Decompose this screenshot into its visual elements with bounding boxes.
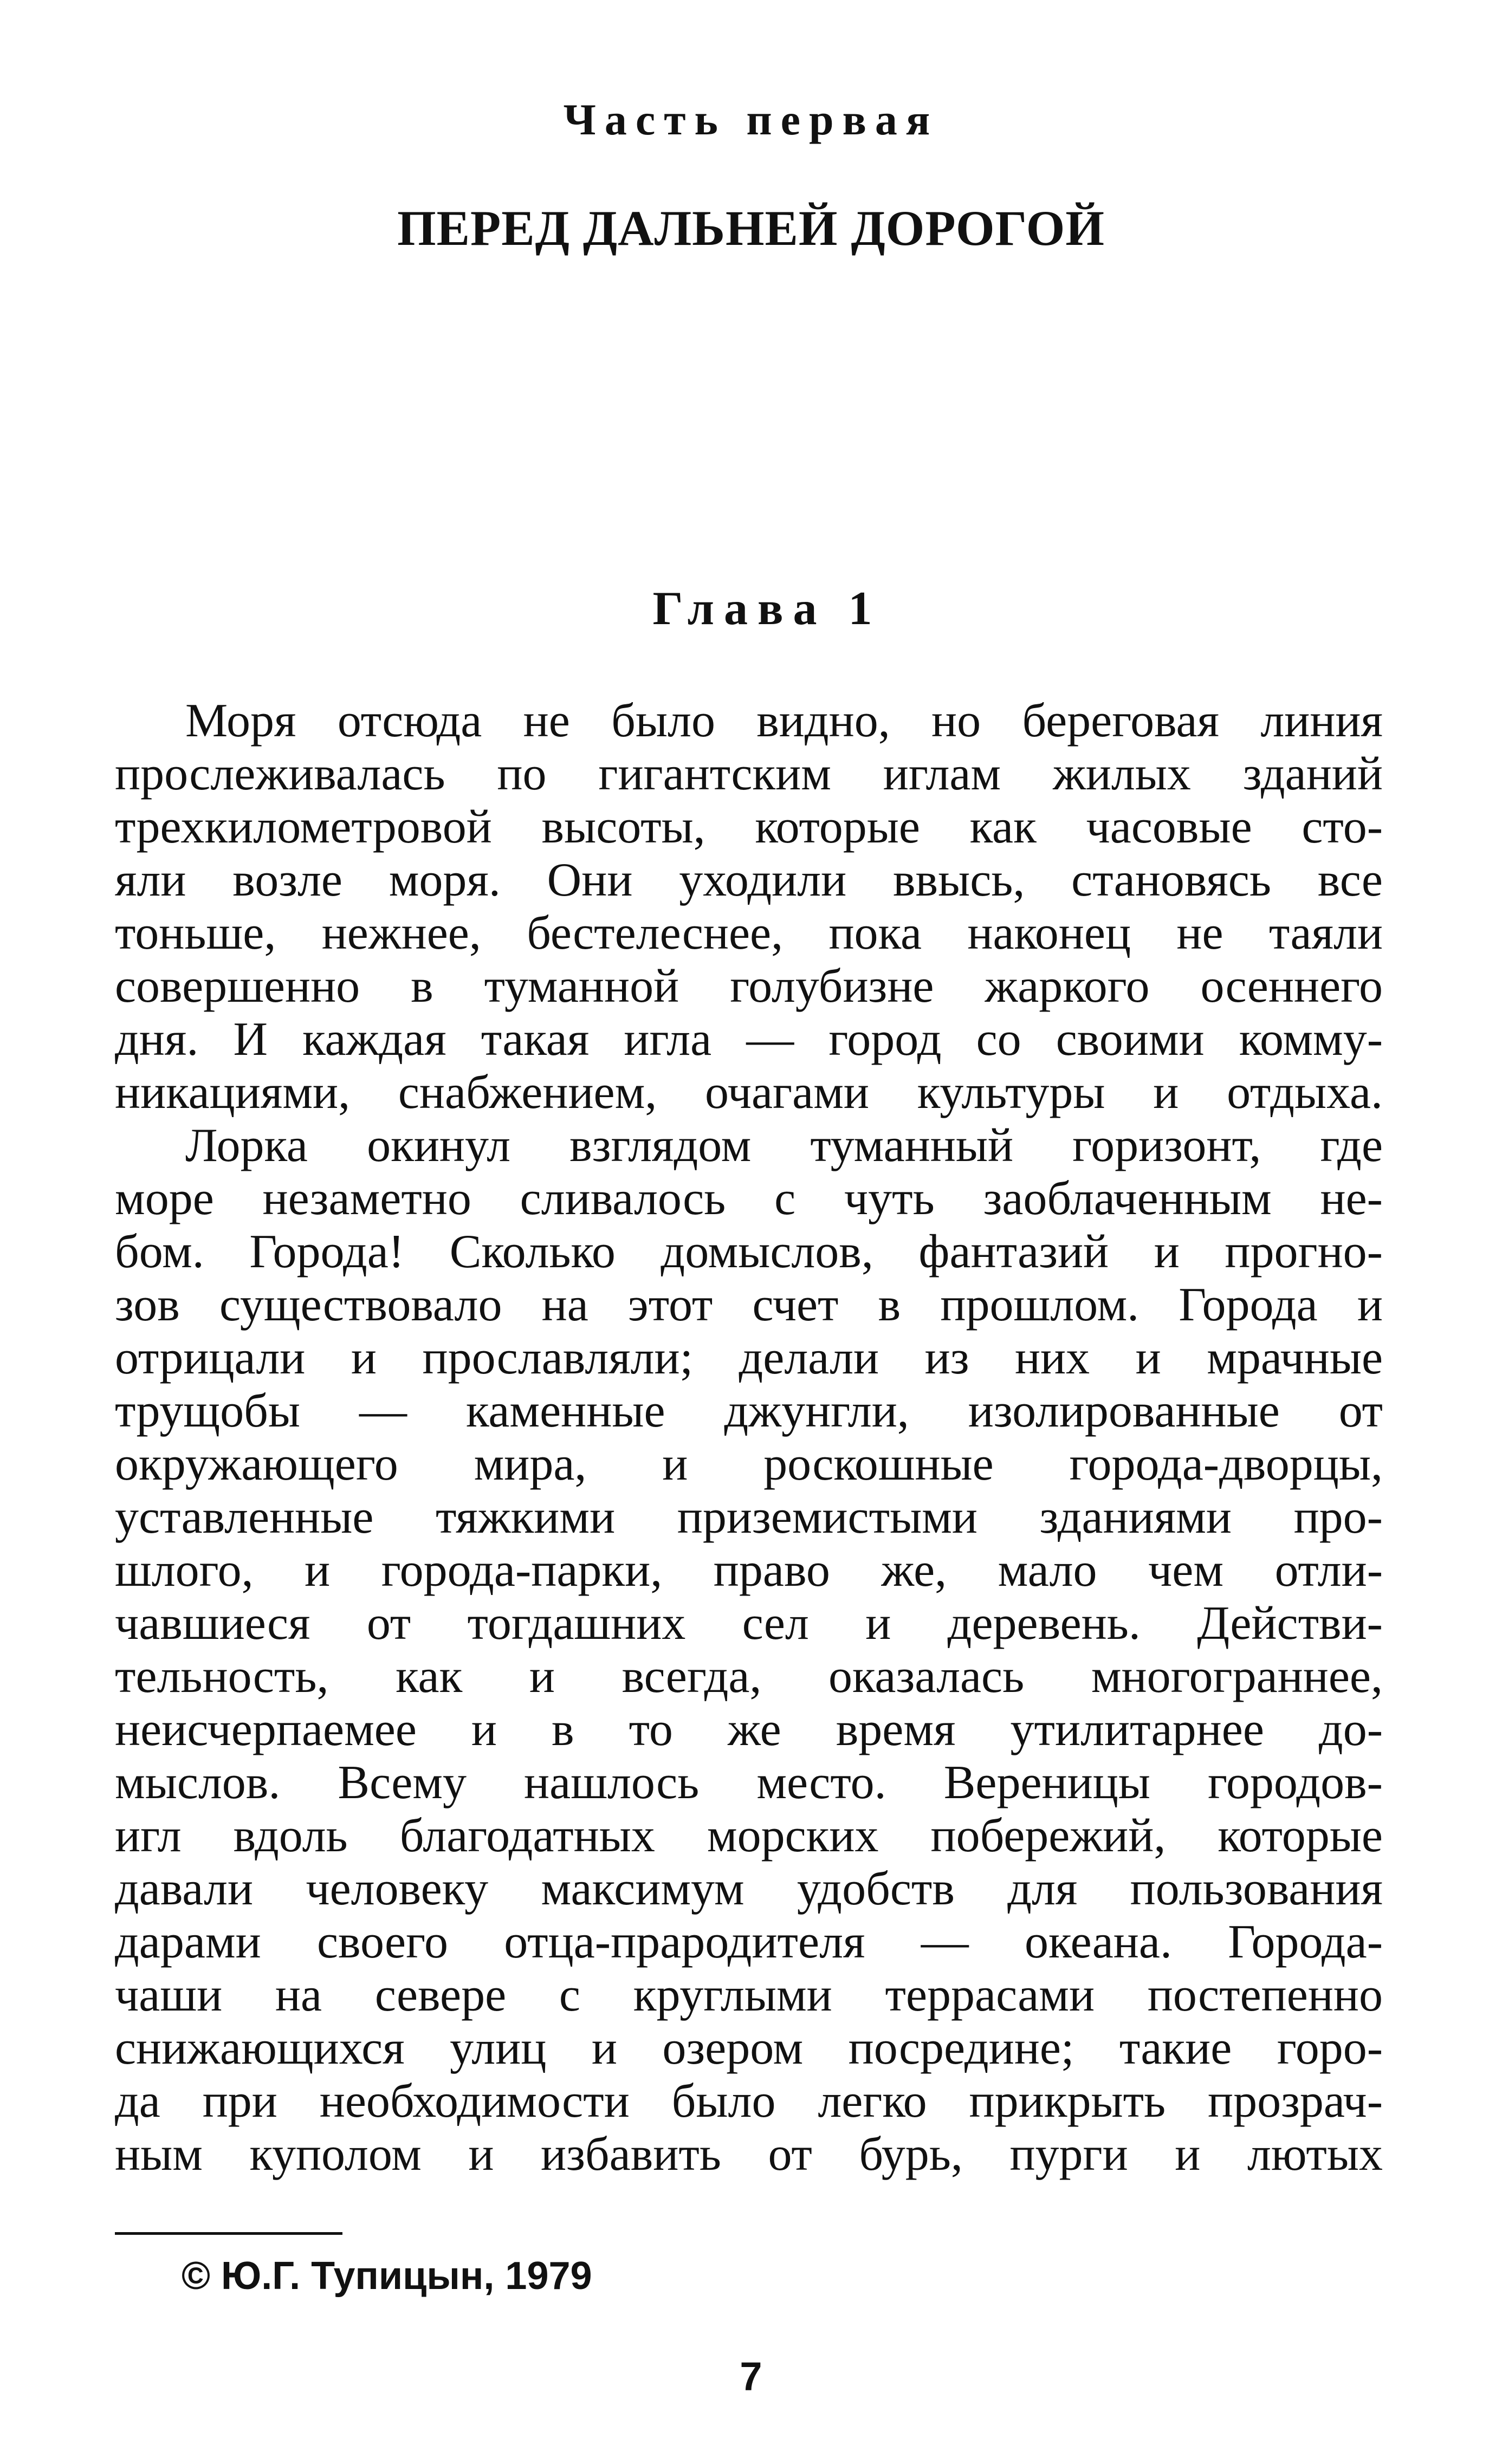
- text-line: игл вдоль благодатных морских побережий, которые: [115, 1810, 1383, 1862]
- body-text-block-1: [115, 695, 1383, 1119]
- text-line: дарами своего отца-прародителя — океана. Города-: [115, 1916, 1383, 1968]
- text-line: трущобы — каменные джунгли, изолированные от: [115, 1385, 1383, 1437]
- text-line: бом. Города! Сколько домыслов, фантазий и прогно-: [115, 1225, 1383, 1278]
- text-line: море незаметно сливалось с чуть заоблаченным не-: [115, 1172, 1383, 1225]
- text-line: совершенно в туманной голубизне жаркого осеннего: [115, 960, 1383, 1013]
- text-line: чавшиеся от тогдашних сел и деревень. Действи-: [115, 1597, 1383, 1650]
- text-line: окружающего мира, и роскошные города-дворцы,: [115, 1438, 1383, 1490]
- text-line: чаши на севере с круглыми террасами постепенно: [115, 1969, 1383, 2021]
- book-title: ПЕРЕД ДАЛЬНЕЙ ДОРОГОЙ: [397, 200, 1105, 256]
- text-line: трехкилометровой высоты, которые как часовые сто-: [115, 801, 1383, 853]
- text-line: снижающихся улиц и озером посредине; такие горо-: [115, 2022, 1383, 2074]
- part-title: Часть первая: [563, 95, 939, 144]
- text-line: неисчерпаемее и в то же время утилитарнее до-: [115, 1703, 1383, 1756]
- text-line: отрицали и прославляли; делали из них и мрачные: [115, 1332, 1383, 1384]
- text-line: мыслов. Всему нашлось место. Вереницы городов-: [115, 1756, 1383, 1809]
- text-line: тельность, как и всегда, оказалась многограннее,: [115, 1650, 1383, 1703]
- copyright-footnote: © Ю.Г. Тупицын, 1979: [182, 2254, 592, 2298]
- text-line: Моря отсюда не было видно, но береговая линия: [185, 695, 1383, 747]
- text-line: зов существовало на этот счет в прошлом. Города и: [115, 1279, 1383, 1331]
- text-line: Лорка окинул взглядом туманный горизонт, где: [185, 1119, 1383, 1172]
- footnote-divider: [115, 2232, 342, 2235]
- chapter-title: Глава 1: [652, 582, 882, 635]
- text-line: шлого, и города-парки, право же, мало чем отли-: [115, 1544, 1383, 1597]
- text-line: тоньше, нежнее, бестелеснее, пока наконец не таяли: [115, 907, 1383, 959]
- page-number: 7: [740, 2354, 762, 2399]
- text-line: да при необходимости было легко прикрыть прозрач-: [115, 2075, 1383, 2128]
- text-line: прослеживалась по гигантским иглам жилых зданий: [115, 748, 1383, 800]
- text-line: яли возле моря. Они уходили ввысь, становясь все: [115, 854, 1383, 906]
- text-line: никациями, снабжением, очагами культуры и отдыха.: [115, 1066, 1383, 1119]
- text-line: дня. И каждая такая игла — город со своими комму-: [115, 1013, 1383, 1066]
- body-text-block-2: [115, 1119, 1383, 2181]
- text-line: уставленные тяжкими приземистыми зданиями про-: [115, 1491, 1383, 1544]
- text-line: ным куполом и избавить от бурь, пурги и лютых: [115, 2128, 1383, 2181]
- text-line: давали человеку максимум удобств для пользования: [115, 1863, 1383, 1915]
